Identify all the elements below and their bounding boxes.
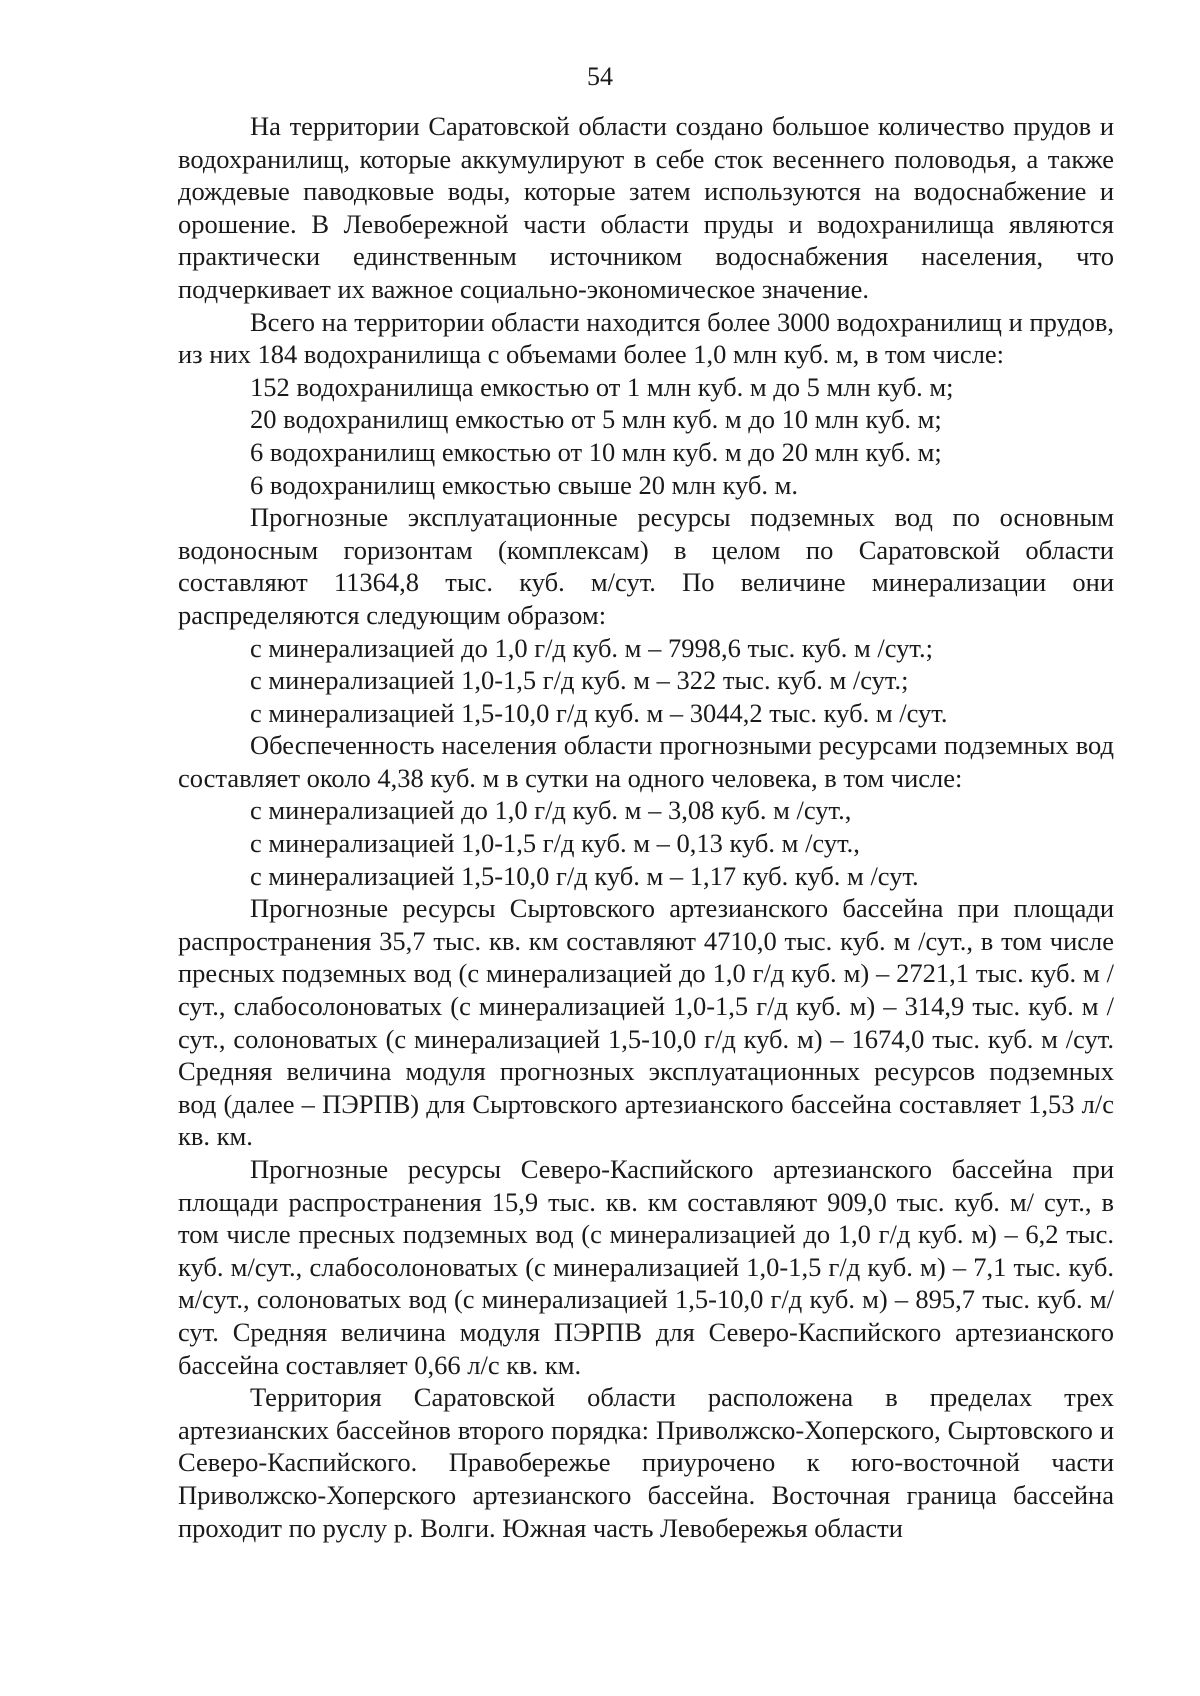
paragraph-population-supply: Обеспеченность населения области прогнозными ресурсами подземных вод составляет около 4,38 куб. м в сутки на одного человека, в том числе: [178, 730, 1114, 793]
paragraph-reservoirs-count: Всего на территории области находится более 3000 водохранилищ и прудов, из них 184 водохранилища с объемами более 1,0 млн куб. м, в том числе: [178, 306, 1114, 370]
body-text [178, 110, 1114, 1544]
paragraph-artesian-basins: Территория Саратовской области расположена в пределах трех артезианских бассейнов второго порядка: Приволжско-Хоперского, Сыртовского и Северо-Каспийского. Правобережье приурочено к юго-восточной части Приволжско-Хоперского артезианского бассейна. Восточная граница бассейна проходит по руслу р. Волги. Южная часть Левобережья области [178, 1382, 1114, 1543]
page-number: 54 [587, 62, 613, 91]
list-item: 152 водохранилища емкостью от 1 млн куб. м до 5 млн куб. м; [250, 371, 954, 402]
paragraph-syrt-basin: Прогнозные ресурсы Сыртовского артезианского бассейна при площади распространения 35,7 тыс. кв. км составляют 4710,0 тыс. куб. м /сут., в том числе пресных подземных вод (с минерализацией до 1,0 г/д куб. м) – 2721,1 тыс. куб. м /сут., слабосолоноватых (с минерализацией 1,0-1,5 г/д куб. м) – 314,9 тыс. куб. м /сут., солоноватых (с минерализацией 1,5-10,0 г/д куб. м) – 1674,0 тыс. куб. м /сут. Средняя величина модуля прогнозных эксплуатационных ресурсов подземных вод (далее – ПЭРПВ) для Сыртовского артезианского бассейна составляет 1,53 л/с кв. км. [178, 893, 1114, 1152]
paragraph-groundwater-resources: Прогнозные эксплуатационные ресурсы подземных вод по основным водоносным горизонтам (комплексам) в целом по Саратовской области составляют 11364,8 тыс. куб. м/сут. По величине минерализации они распределяются следующим образом: [178, 502, 1114, 630]
paragraph-reservoirs-intro: На территории Саратовской области создано большое количество прудов и водохранилищ, которые аккумулируют в себе сток весеннего половодья, а также дождевые паводковые воды, которые затем используются на водоснабжение и орошение. В Левобережной части области пруды и водохранилища являются практически единственным источником водоснабжения населения, что подчеркивает их важное социально-экономическое значение. [178, 111, 1114, 304]
list-item: с минерализацией 1,5-10,0 г/д куб. м – 3044,2 тыс. куб. м /сут. [250, 697, 948, 728]
list-item: 20 водохранилищ емкостью от 5 млн куб. м до 10 млн куб. м; [250, 404, 942, 435]
list-item: с минерализацией 1,0-1,5 г/д куб. м – 0,13 куб. м /сут., [250, 828, 860, 859]
paragraph-north-caspian-basin: Прогнозные ресурсы Северо-Каспийского артезианского бассейна при площади распространения 15,9 тыс. кв. км составляют 909,0 тыс. куб. м/ сут., в том числе пресных подземных вод (с минерализацией до 1,0 г/д куб. м) – 6,2 тыс. куб. м/сут., слабосолоноватых (с минерализацией 1,0-1,5 г/д куб. м) – 7,1 тыс. куб. м/сут., солоноватых вод (с минерализацией 1,5-10,0 г/д куб. м) – 895,7 тыс. куб. м/сут. Средняя величина модуля ПЭРПВ для Северо-Каспийского артезианского бассейна составляет 0,66 л/с кв. км. [178, 1154, 1114, 1380]
list-item: с минерализацией 1,0-1,5 г/д куб. м – 322 тыс. куб. м /сут.; [250, 665, 909, 696]
list-item: 6 водохранилищ емкостью свыше 20 млн куб. м. [250, 469, 798, 500]
list-item: с минерализацией до 1,0 г/д куб. м – 7998,6 тыс. куб. м /сут.; [250, 632, 933, 663]
list-item: с минерализацией 1,5-10,0 г/д куб. м – 1,17 куб. куб. м /сут. [250, 860, 919, 891]
list-item: 6 водохранилищ емкостью от 10 млн куб. м до 20 млн куб. м; [250, 436, 942, 467]
list-item: с минерализацией до 1,0 г/д куб. м – 3,08 куб. м /сут., [250, 795, 852, 826]
